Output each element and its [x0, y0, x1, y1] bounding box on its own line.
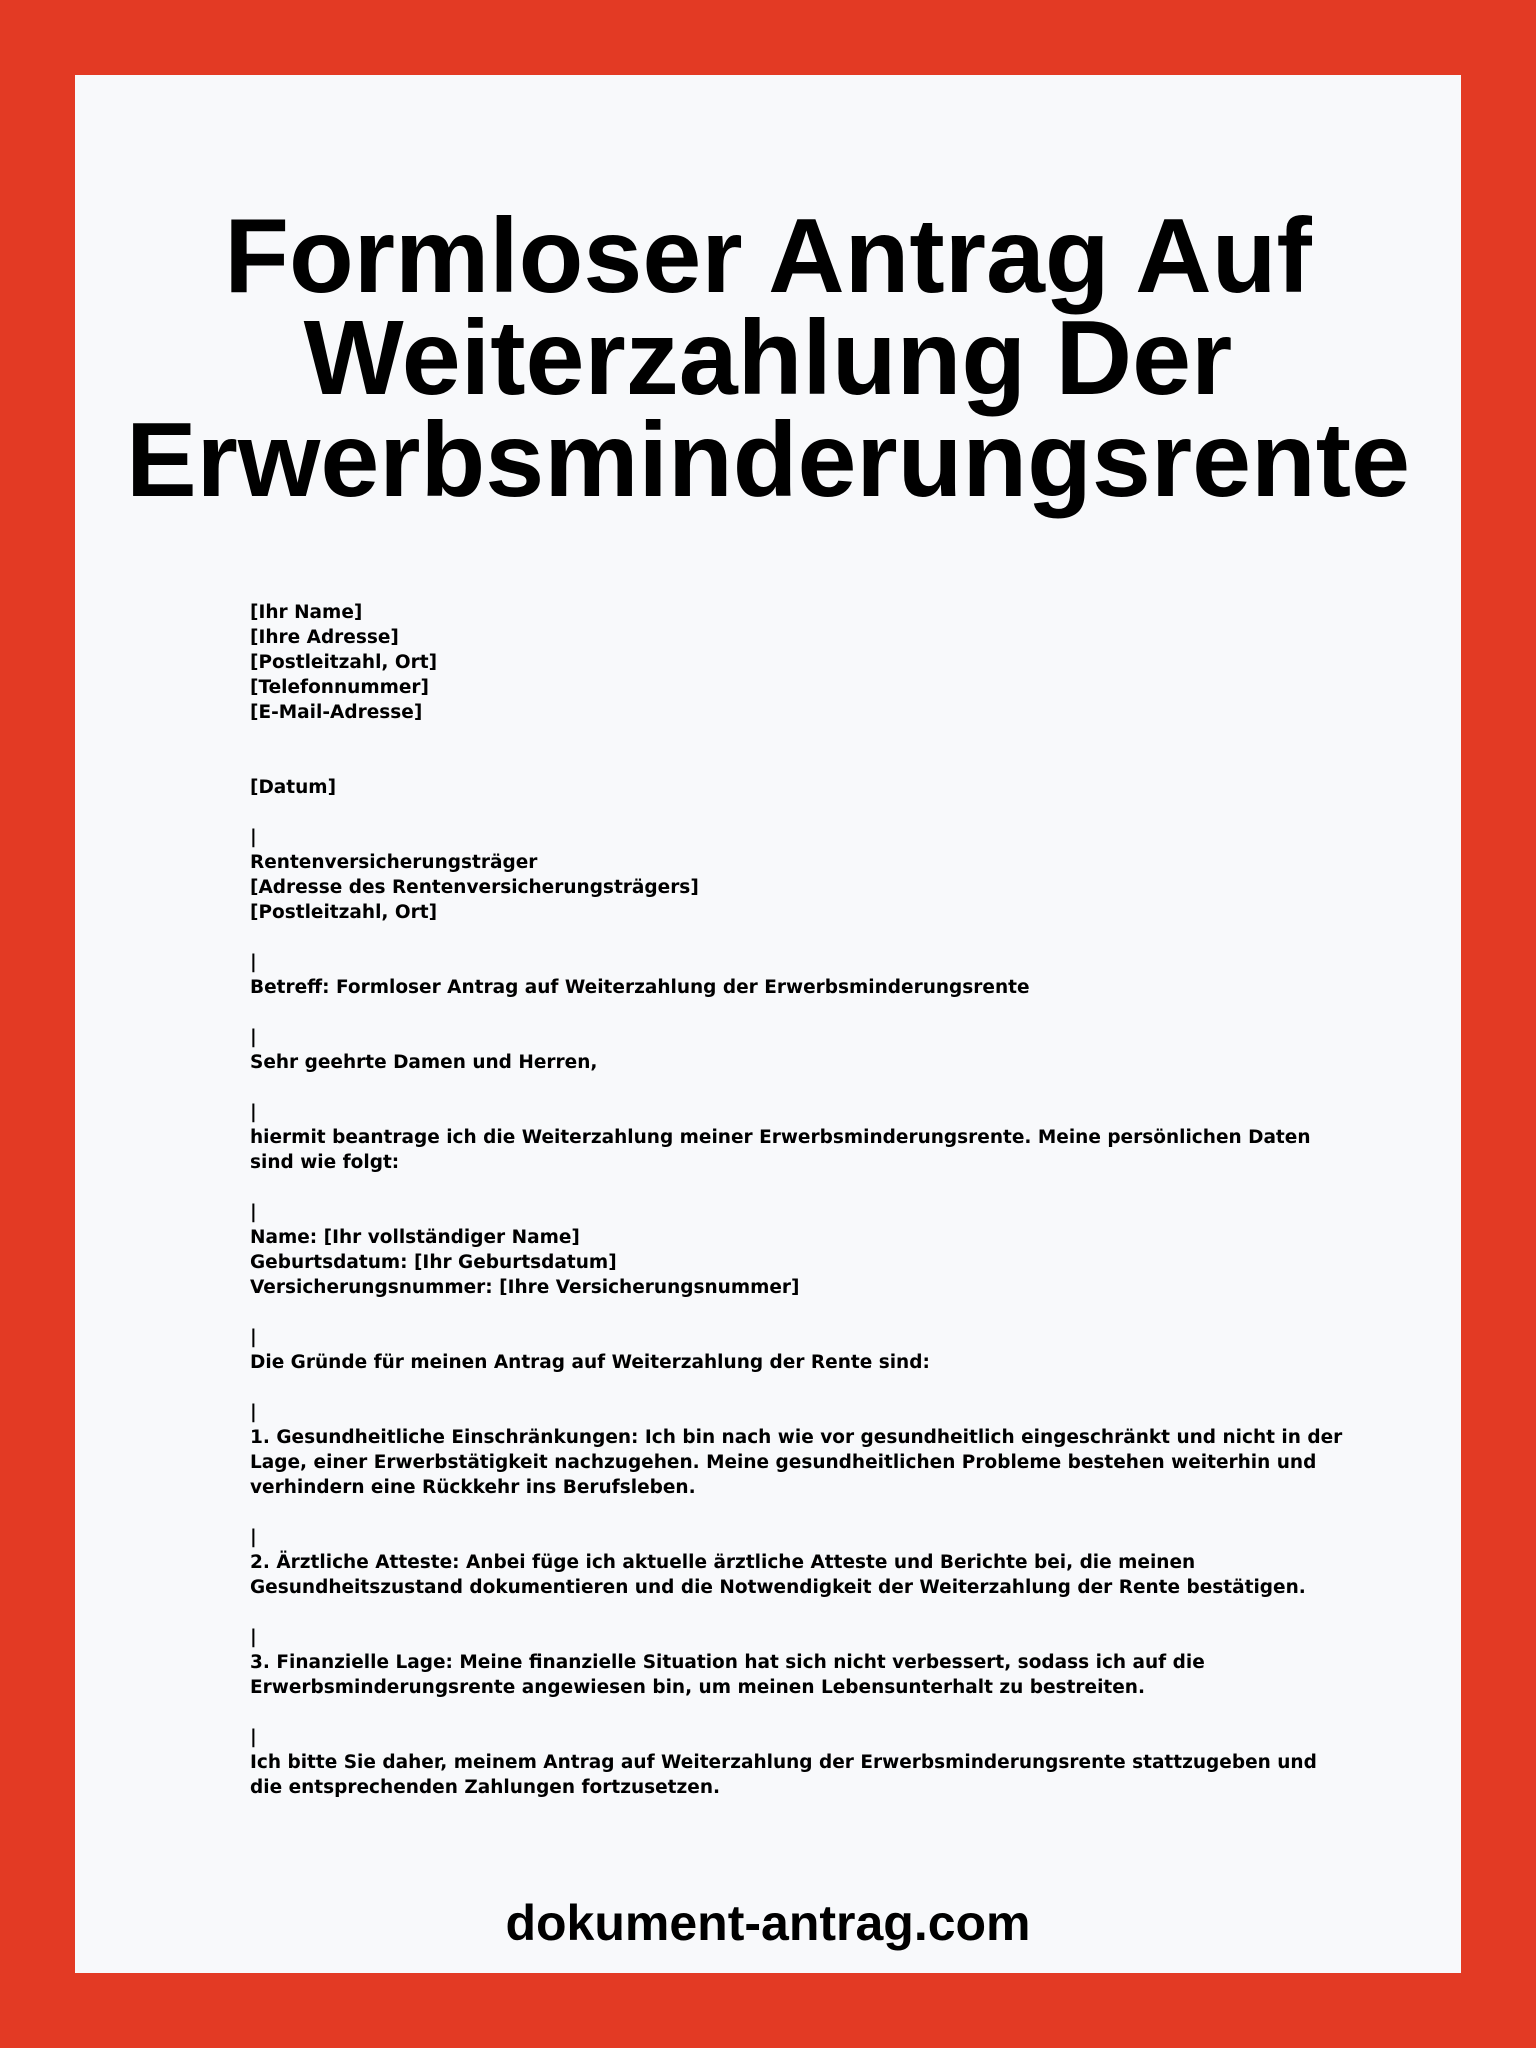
closing-request: Ich bitte Sie daher, meinem Antrag auf Weiterzahlung der Erwerbsminderungsrente stattzugeben und die entsprechenden Zahlungen fortzusetzen.: [250, 1752, 1317, 1798]
personal-birthdate: Geburtsdatum: [Ihr Geburtsdatum]: [250, 1252, 617, 1273]
separator: |: [250, 1627, 257, 1648]
sender-block: [250, 600, 1350, 725]
title-line-1: Formloser Antrag Auf: [224, 197, 1312, 315]
sender-address: [Ihre Adresse]: [250, 627, 399, 648]
recipient-block: [250, 850, 1350, 925]
title-line-2: Weiterzahlung Der: [303, 299, 1233, 417]
letter-body: [250, 600, 1350, 1800]
sender-phone: [Telefonnummer]: [250, 677, 430, 698]
reason-item: 2. Ärztliche Atteste: Anbei füge ich aktuelle ärztliche Atteste und Berichte bei, die meinen Gesundheitszustand dokumentieren und die Notwendigkeit der Weiterzahlung der Rente bestätigen.: [250, 1552, 1306, 1598]
separator: |: [250, 1527, 257, 1548]
title-line-3: Erwerbsminderungsrente: [125, 401, 1411, 519]
separator: |: [250, 952, 257, 973]
separator: |: [250, 1327, 257, 1348]
reason-item: 1. Gesundheitliche Einschränkungen: Ich bin nach wie vor gesundheitlich eingeschränkt und nicht in der Lage, einer Erwerbstätigkeit nachzugehen. Meine gesundheitlichen Probleme bestehen weiterhin und verhindern eine Rückkehr ins Berufsleben.: [250, 1427, 1343, 1498]
separator: |: [250, 1202, 257, 1223]
sender-postal-city: [Postleitzahl, Ort]: [250, 652, 438, 673]
reason-item: 3. Finanzielle Lage: Meine finanzielle Situation hat sich nicht verbessert, sodass ich auf die Erwerbsminderungsrente angewiesen bin, um meinen Lebensunterhalt zu bestreiten.: [250, 1652, 1205, 1698]
recipient-postal-city: [Postleitzahl, Ort]: [250, 902, 438, 923]
recipient-name: Rentenversicherungsträger: [250, 852, 538, 873]
reasons-intro: Die Gründe für meinen Antrag auf Weiterzahlung der Rente sind:: [250, 1352, 930, 1373]
intro-paragraph: hiermit beantrage ich die Weiterzahlung meiner Erwerbsminderungsrente. Meine persönlichen Daten sind wie folgt:: [250, 1127, 1311, 1173]
personal-insurance-number: Versicherungsnummer: [Ihre Versicherungsnummer]: [250, 1277, 800, 1298]
personal-name: Name: [Ihr vollständiger Name]: [250, 1227, 580, 1248]
document-page: [75, 75, 1461, 1973]
letter-date: [Datum]: [250, 777, 337, 798]
salutation: Sehr geehrte Damen und Herren,: [250, 1052, 598, 1073]
separator: |: [250, 1402, 257, 1423]
sender-email: [E-Mail-Adresse]: [250, 702, 423, 723]
separator: |: [250, 1027, 257, 1048]
subject-line: Betreff: Formloser Antrag auf Weiterzahlung der Erwerbsminderungsrente: [250, 977, 1030, 998]
footer-website: dokument-antrag.com: [505, 1895, 1031, 1951]
personal-data-block: [250, 1225, 1350, 1300]
recipient-address: [Adresse des Rentenversicherungsträgers]: [250, 877, 699, 898]
separator: |: [250, 827, 257, 848]
separator: |: [250, 1102, 257, 1123]
document-title: [75, 197, 1461, 519]
separator: |: [250, 1727, 257, 1748]
sender-name: [Ihr Name]: [250, 602, 363, 623]
